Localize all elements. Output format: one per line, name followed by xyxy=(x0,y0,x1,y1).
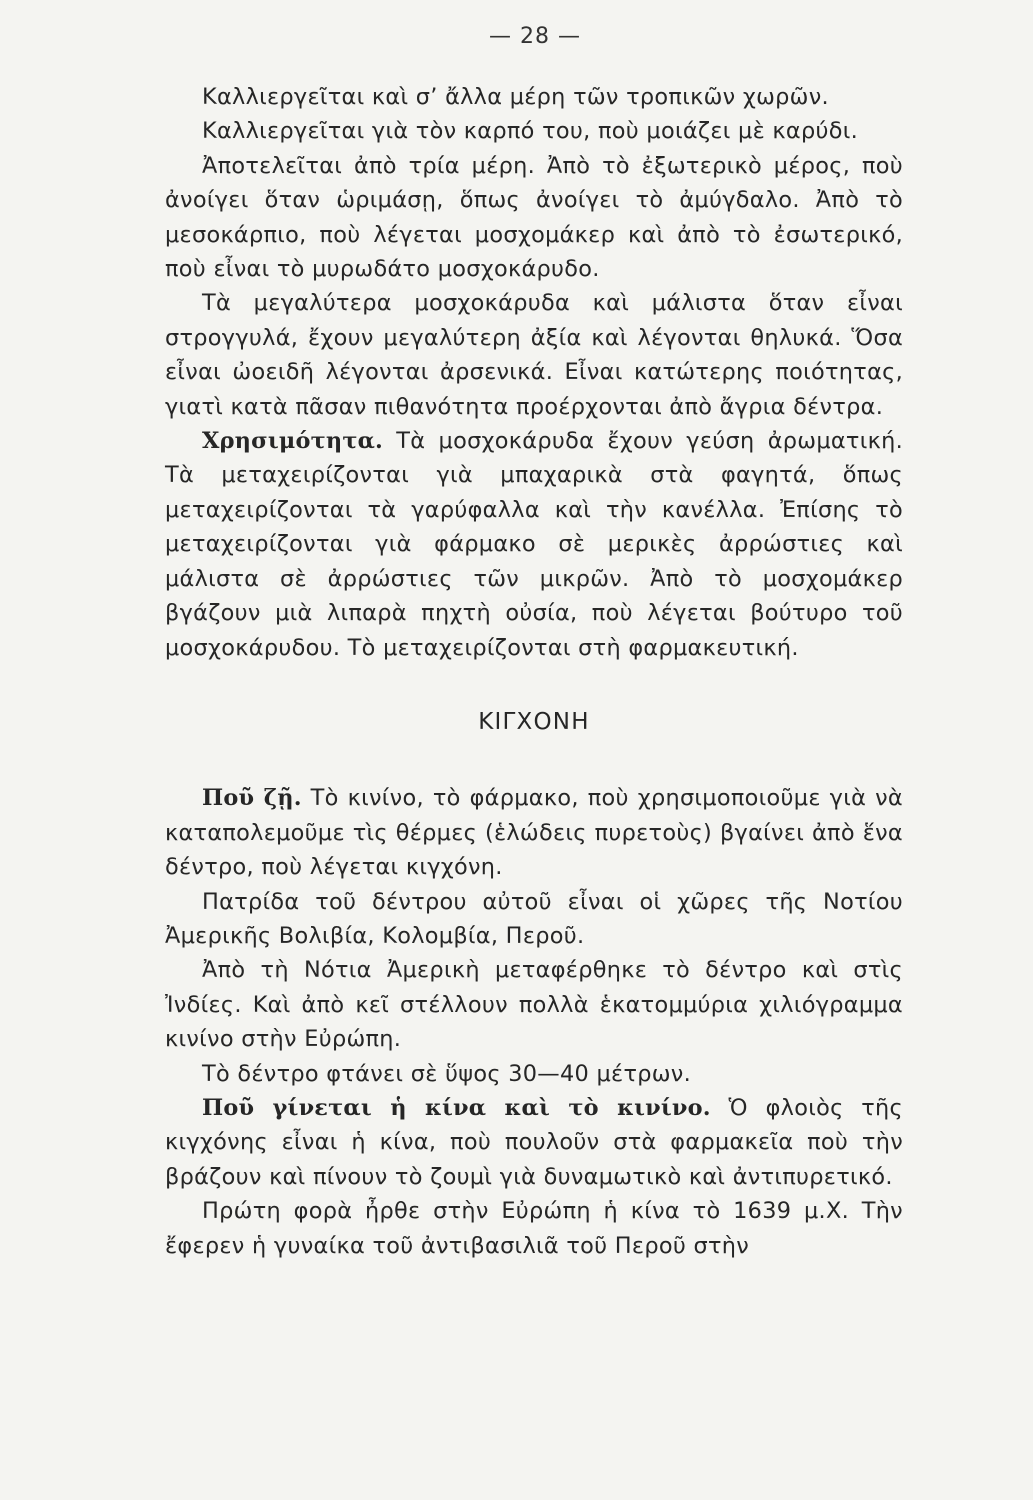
paragraph: Καλλιεργεῖται καὶ σ’ ἄλλα μέρη τῶν τροπικῶν χωρῶν. xyxy=(202,84,829,110)
paragraph-text: Ὁ φλοιὸς τῆς κιγχόνης εἶναι ἡ κίνα, ποὺ πουλοῦν στὰ φαρμακεῖα ποὺ τὴν βράζουν καὶ πίνουν τὸ ζουμὶ γιὰ δυναμωτικὸ καὶ ἀντιπυρετικό. xyxy=(165,1094,903,1190)
paragraph-lead-habitat: Ποῦ ζῇ. xyxy=(202,785,302,812)
paragraph: Ἀπὸ τὴ Νότια Ἀμερικὴ μεταφέρθηκε τὸ δέντρο καὶ στὶς Ἰνδίες. Καὶ ἀπὸ κεῖ στέλλουν πολλὰ ἑκατομμύρια χιλιόγραμμα κινίνο στὴν Εὐρώπη. xyxy=(165,957,903,1053)
paragraph: Πατρίδα τοῦ δέντρου αὐτοῦ εἶναι οἱ χῶρες τῆς Νοτίου Ἀμερικῆς Βολιβία, Κολομβία, Περοῦ. xyxy=(165,888,903,949)
paragraph-lead-usefulness: Χρησιμότητα. xyxy=(202,428,384,455)
body-text xyxy=(165,80,903,1263)
paragraph: Ἀποτελεῖται ἀπὸ τρία μέρη. Ἀπὸ τὸ ἐξωτερικὸ μέρος, ποὺ ἀνοίγει ὅταν ὡριμάσῃ, ὅπως ἀνοίγει τὸ ἀμύγδαλο. Ἀπὸ τὸ μεσοκάρπιο, ποὺ λέγεται μοσχομάκερ καὶ ἀπὸ τὸ ἐσωτερικό, ποὺ εἶναι τὸ μυρωδάτο μοσχοκάρυδο. xyxy=(165,152,903,283)
paragraph xyxy=(165,424,903,665)
paragraph xyxy=(165,1091,903,1194)
section-heading: ΚΙΓΧΟΝΗ xyxy=(478,708,590,735)
paragraph: Τὰ μεγαλύτερα μοσχοκάρυδα καὶ μάλιστα ὅταν εἶναι στρογγυλά, ἔχουν μεγαλύτερη ἀξία καὶ λέγονται θηλυκά. Ὅσα εἶναι ὠοειδῆ λέγονται ἀρσενικά. Εἶναι κατώτερης ποιότητας, γιατὶ κατὰ πᾶσαν πιθανότητα προέρχονται ἀπὸ ἄγρια δέντρα. xyxy=(165,290,903,420)
paragraph-text: Τὸ κινίνο, τὸ φάρμακο, ποὺ χρησιμοποιοῦμε γιὰ νὰ καταπολεμοῦμε τὶς θέρμες (ἑλώδεις πυρετοὺς) βγαίνει ἀπὸ ἕνα δέντρο, ποὺ λέγεται κιγχόνη. xyxy=(165,785,903,881)
paragraph: Τὸ δέντρο φτάνει σὲ ὕψος 30—40 μέτρων. xyxy=(202,1060,692,1087)
paragraph-lead-quinine: Ποῦ γίνεται ἡ κίνα καὶ τὸ κινίνο. xyxy=(202,1094,711,1121)
page-number: — 28 — xyxy=(489,24,581,49)
paragraph-text: Τὰ μοσχοκάρυδα ἔχουν γεύση ἀρωματική. Τὰ μεταχειρίζονται γιὰ μπαχαρικὰ στὰ φαγητά, ὅπως μεταχειρίζονται τὰ γαρύφαλλα καὶ τὴν κανέλλα. Ἐπίσης τὸ μεταχειρίζονται γιὰ φάρμακο σὲ μερικὲς ἀρρώστιες καὶ μάλιστα σὲ ἀρρώστιες τῶν μικρῶν. Ἀπὸ τὸ μοσχομάκερ βγάζουν μιὰ λιπαρὰ πηχτὴ οὐσία, ποὺ λέγεται βούτυρο τοῦ μοσχοκάρυδου. Τὸ μεταχειρίζονται στὴ φαρμακευτική. xyxy=(165,428,903,661)
paragraph xyxy=(165,781,903,884)
paragraph: Καλλιεργεῖται γιὰ τὸν καρπό του, ποὺ μοιάζει μὲ καρύδι. xyxy=(202,118,859,145)
paragraph: Πρώτη φορὰ ἦρθε στὴν Εὐρώπη ἡ κίνα τὸ 1639 μ.Χ. Τὴν ἔφερεν ἡ γυναίκα τοῦ ἀντιβασιλιᾶ τοῦ Περοῦ στὴν xyxy=(165,1198,903,1259)
